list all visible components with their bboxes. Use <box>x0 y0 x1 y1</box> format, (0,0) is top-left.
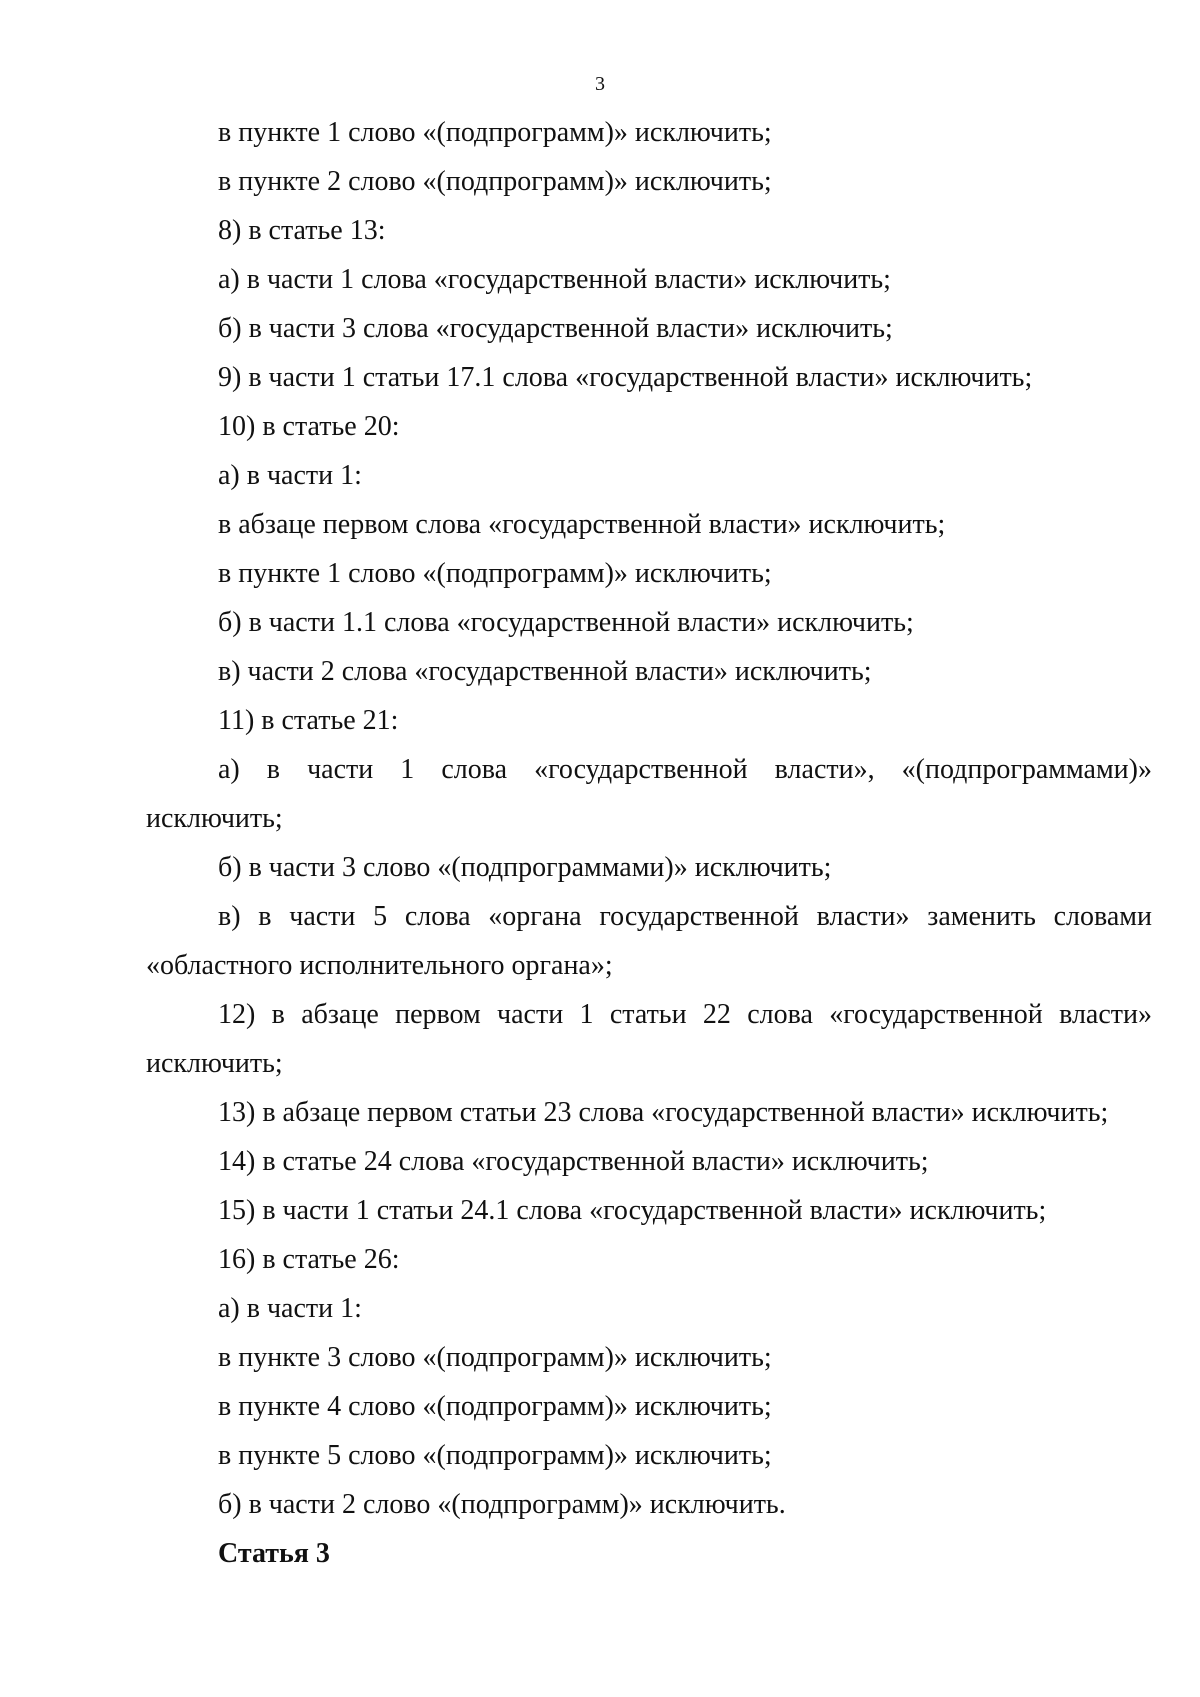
paragraph: в) в части 5 слова «органа государственной власти» заменить словами «областного исполнительного органа»; <box>146 901 1152 981</box>
paragraph: б) в части 1.1 слова «государственной власти» исключить; <box>218 607 914 638</box>
paragraph: в пункте 2 слово «(подпрограмм)» исключить; <box>218 166 772 197</box>
page-number: 3 <box>595 73 605 95</box>
paragraph: 16) в статье 26: <box>218 1244 400 1275</box>
document-body <box>146 108 1152 1578</box>
paragraph: б) в части 3 слово «(подпрограммами)» исключить; <box>218 852 832 883</box>
article-heading: Статья 3 <box>218 1538 330 1569</box>
paragraph: 15) в части 1 статьи 24.1 слова «государственной власти» исключить; <box>218 1195 1047 1226</box>
paragraph: 8) в статье 13: <box>218 215 386 246</box>
paragraph: 10) в статье 20: <box>218 411 400 442</box>
paragraph: б) в части 2 слово «(подпрограмм)» исключить. <box>218 1489 786 1520</box>
paragraph: в пункте 1 слово «(подпрограмм)» исключить; <box>218 558 772 589</box>
paragraph: б) в части 3 слова «государственной власти» исключить; <box>218 313 893 344</box>
paragraph: а) в части 1: <box>218 1293 362 1324</box>
paragraph: а) в части 1 слова «государственной власти» исключить; <box>218 264 891 295</box>
paragraph: в пункте 3 слово «(подпрограмм)» исключить; <box>218 1342 772 1373</box>
paragraph: 11) в статье 21: <box>218 705 399 736</box>
paragraph: в абзаце первом слова «государственной власти» исключить; <box>218 509 946 540</box>
paragraph: 13) в абзаце первом статьи 23 слова «государственной власти» исключить; <box>218 1097 1109 1128</box>
paragraph: в пункте 1 слово «(подпрограмм)» исключить; <box>218 117 772 148</box>
paragraph: 14) в статье 24 слова «государственной власти» исключить; <box>218 1146 929 1177</box>
paragraph: а) в части 1: <box>218 460 362 491</box>
paragraph: 9) в части 1 статьи 17.1 слова «государственной власти» исключить; <box>218 362 1033 393</box>
paragraph: а) в части 1 слова «государственной власти», «(подпрограммами)» исключить; <box>146 754 1152 834</box>
paragraph: в пункте 5 слово «(подпрограмм)» исключить; <box>218 1440 772 1471</box>
paragraph: в пункте 4 слово «(подпрограмм)» исключить; <box>218 1391 772 1422</box>
paragraph: 12) в абзаце первом части 1 статьи 22 слова «государственной власти» исключить; <box>146 999 1152 1079</box>
paragraph: в) части 2 слова «государственной власти» исключить; <box>218 656 872 687</box>
